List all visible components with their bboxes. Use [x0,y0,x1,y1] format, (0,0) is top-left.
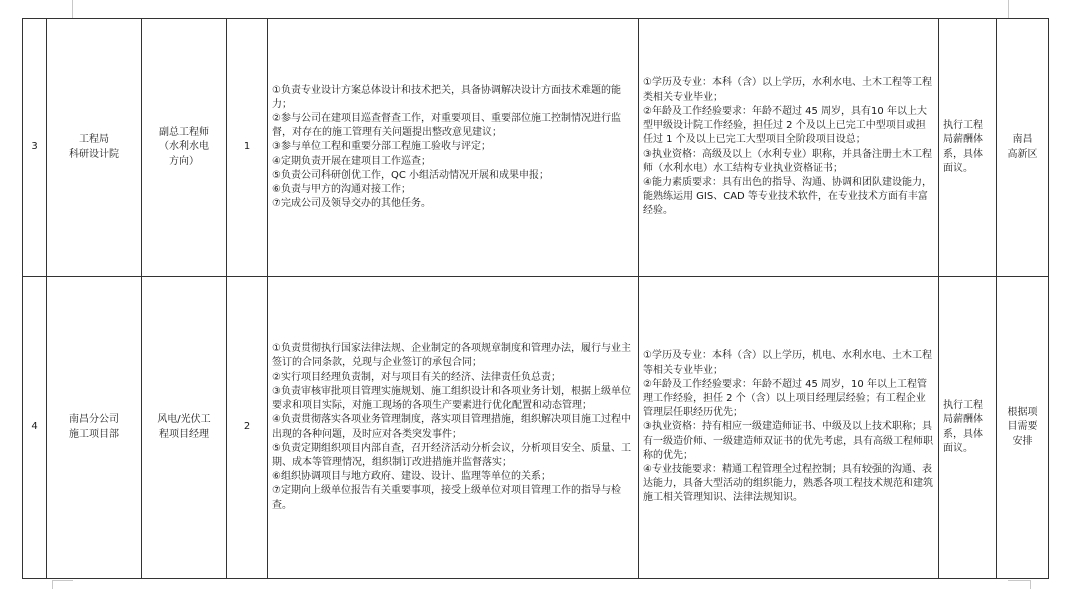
page-corner-mark [1008,0,1009,18]
table-row [23,277,1049,579]
work-location: 根据项 目需要 安排 [997,277,1049,579]
employing-unit: 南昌分公司 施工项目部 [47,277,142,579]
job-duties: ①负责贯彻执行国家法律法规、企业制定的各项规章制度和管理办法，履行与业主签订的合同条款，兑现与企业签订的承包合同； ②实行项目经理负责制，对与项目有关的经济、法律责任负总责； ③负责审核审批项目管理实施规划、施工组织设计和各项业务计划，根据上级单位要求和项目实际，对施工现场的各项生产要素进行优化配置和动态管理； ④负责贯彻落实各项业务管理制度，落实项目管理措施，组织解决项目施工过程中出现的各种问题，及时应对各类突发事件； ⑤负责定期组织项目内部自查，召开经济活动分析会议，分析项目安全、质量、工期、成本等管理情况，组织制订改进措施并监督落实； ⑥组织协调项目与地方政府、建设、设计、监理等单位的关系； ⑦定期向上级单位报告有关重要事项，接受上级单位对项目管理工作的指导与检查。 [268,277,639,579]
headcount: 1 [227,19,268,277]
table-row [23,19,1049,277]
row-number: 4 [23,277,47,579]
job-requirements: ①学历及专业：本科（含）以上学历，水利水电、土木工程等工程类相关专业毕业； ②年龄及工作经验要求：年龄不超过 45 周岁，具有10 年以上大型甲级设计院工作经验，担任过 2 个及以上已完工中型项目或担任过 1 个及以上已完工大型项目全阶段项目设总； ③执业资格：高级及以上（水利专业）职称，并具备注册土木工程师（水利水电）水工结构专业执业资格证书； ④能力素质要求：具有出色的指导、沟通、协调和团队建设能力，能熟练运用 GIS、CAD 等专业技术软件，在专业技术方面有丰富经验。 [639,19,939,277]
position-title: 风电/光伏工 程项目经理 [142,277,227,579]
headcount: 2 [227,277,268,579]
position-title: 副总工程师 （水利水电 方向） [142,19,227,277]
employing-unit: 工程局 科研设计院 [47,19,142,277]
salary-terms: 执行工程局薪酬体系，具体面议。 [939,277,997,579]
recruitment-table [22,18,1049,579]
salary-terms: 执行工程局薪酬体系，具体面议。 [939,19,997,277]
job-requirements: ①学历及专业：本科（含）以上学历，机电、水利水电、土木工程等相关专业毕业； ②年龄及工作经验要求：年龄不超过 45 周岁，10 年以上工程管理工作经验，担任 2 个（含）以上项目经理层经验；有工程企业管理层任职经历优先； ③执业资格：持有相应一级建造师证书、中级及以上技术职称；具有一级造价师、一级建造师双证书的优先考虑，具有高级工程师职称的优先； ④专业技能要求：精通工程管理全过程控制；具有较强的沟通、表达能力，具备大型活动的组织能力，熟悉各项工程技术规范和建筑施工相关管理知识、法律法规知识。 [639,277,939,579]
work-location: 南昌 高新区 [997,19,1049,277]
page-corner-mark [72,0,73,18]
row-number: 3 [23,19,47,277]
job-duties: ①负责专业设计方案总体设计和技术把关，具备协调解决设计方面技术难题的能力； ②参与公司在建项目巡查督查工作，对重要项目、重要部位施工控制情况进行监督，对存在的施工管理有关问题提出整改意见建议； ③参与单位工程和重要分部工程施工验收与评定； ④定期负责开展在建项目工作巡查； ⑤负责公司科研创优工作，QC 小组活动情况开展和成果申报； ⑥负责与甲方的沟通对接工作； ⑦完成公司及领导交办的其他任务。 [268,19,639,277]
